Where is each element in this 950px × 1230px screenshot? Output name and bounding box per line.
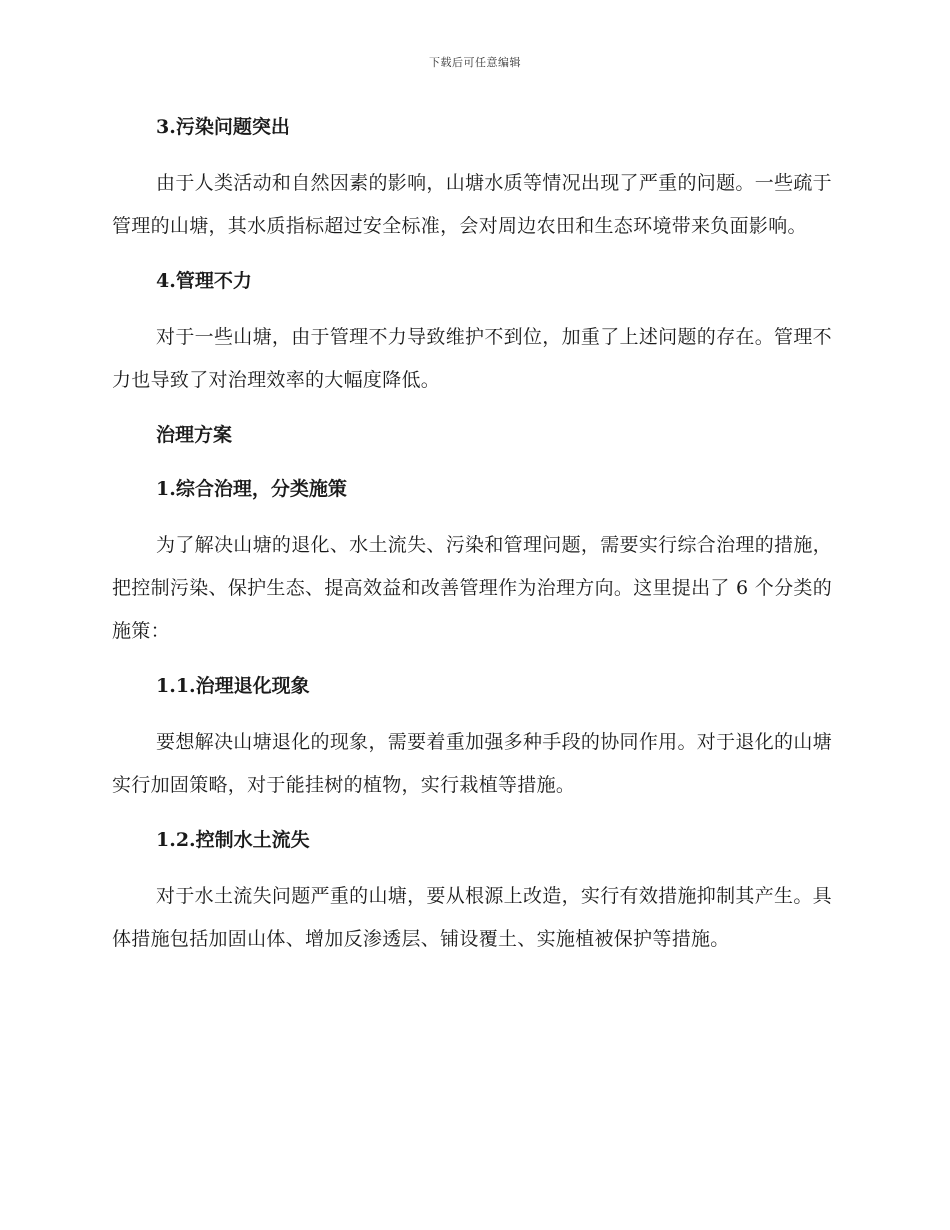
paragraph-pollution: 由于人类活动和自然因素的影响，山塘水质等情况出现了严重的问题。一些疏于管理的山塘，其水质指标超过安全标准，会对周边农田和生态环境带来负面影响。 xyxy=(112,172,832,237)
paragraph-comprehensive: 为了解决山塘的退化、水土流失、污染和管理问题，需要实行综合治理的措施，把控制污染、保护生态、提高效益和改善管理作为治理方向。这里提出了 6 个分类的施策： xyxy=(112,534,832,642)
header-note: 下载后可任意编辑 xyxy=(429,56,521,69)
heading-erosion: 1.2.控制水土流失 xyxy=(156,829,310,851)
heading-plan: 治理方案 xyxy=(156,424,233,446)
heading-degradation: 1.1.治理退化现象 xyxy=(156,675,310,697)
paragraph-management: 对于一些山塘，由于管理不力导致维护不到位，加重了上述问题的存在。管理不力也导致了对治理效率的大幅度降低。 xyxy=(112,326,832,391)
heading-pollution: 3.污染问题突出 xyxy=(156,116,290,138)
heading-comprehensive: 1.综合治理，分类施策 xyxy=(156,478,347,500)
paragraph-erosion: 对于水土流失问题严重的山塘，要从根源上改造，实行有效措施抑制其产生。具体措施包括加固山体、增加反渗透层、铺设覆土、实施植被保护等措施。 xyxy=(112,885,832,950)
heading-management: 4.管理不力 xyxy=(156,270,252,292)
paragraph-degradation: 要想解决山塘退化的现象，需要着重加强多种手段的协同作用。对于退化的山塘实行加固策略，对于能挂树的植物，实行栽植等措施。 xyxy=(112,731,832,796)
document-body xyxy=(112,108,832,975)
